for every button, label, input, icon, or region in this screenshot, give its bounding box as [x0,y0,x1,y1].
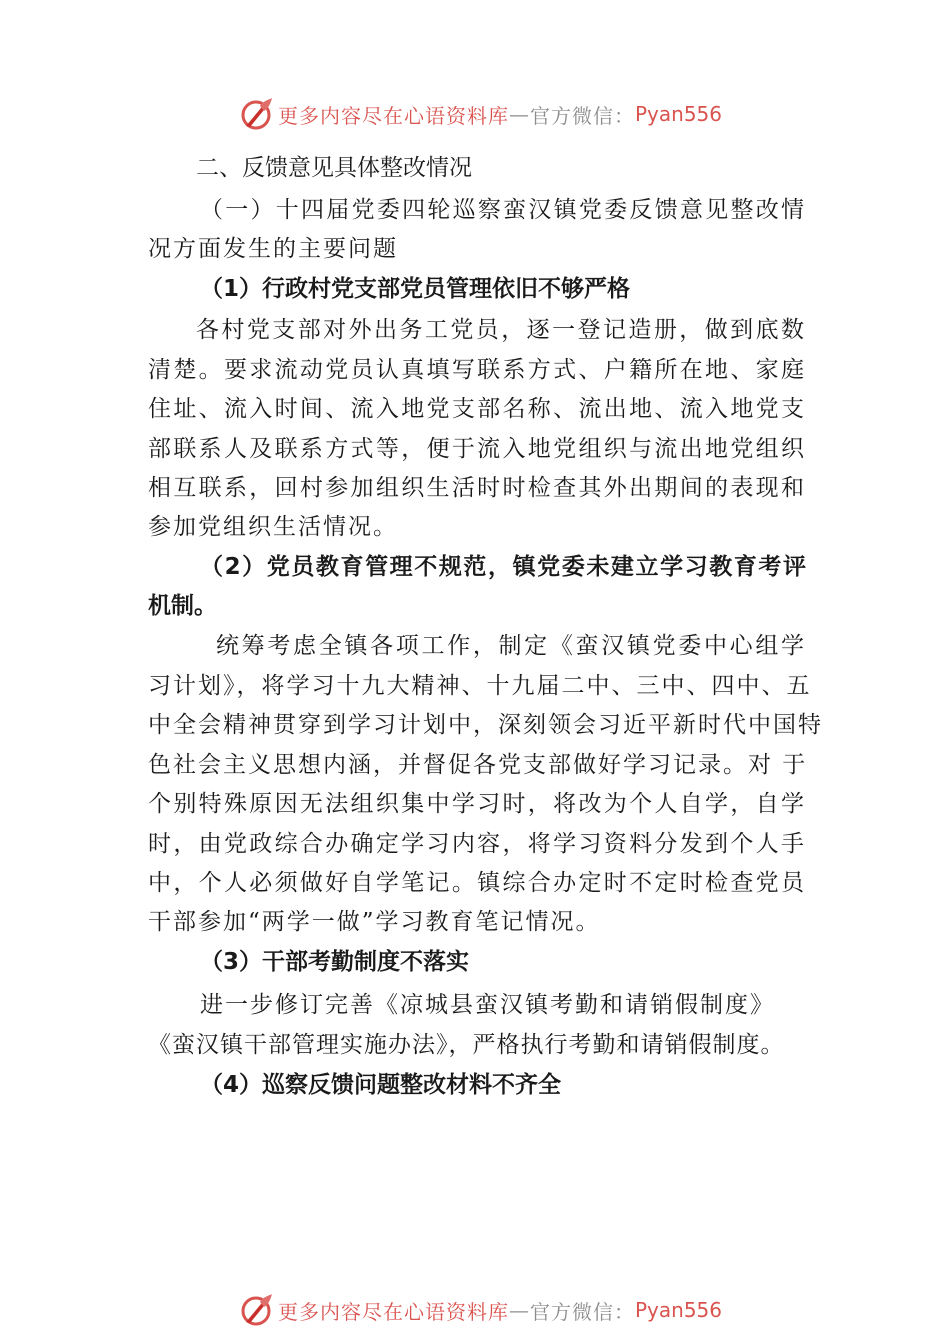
banner-brand: 更多内容尽在心语资料库 [278,1299,509,1324]
item-2-body-line: 统筹考虑全镇各项工作，制定《蛮汉镇党委中心组学 [216,633,806,659]
item-3-body-line: 进一步修订完善《凉城县蛮汉镇考勤和请销假制度》 [200,992,775,1018]
item-1-body-line: 相互联系，回村参加组织生活时时检查其外出期间的表现和 [148,475,806,501]
banner-wechat-id: Pyan556 [635,102,723,126]
item-1-body-line: 清楚。要求流动党员认真填写联系方式、户籍所在地、家庭 [148,357,806,383]
item-2-title-line1: （2）党员教育管理不规范，镇党委未建立学习教育考评 [200,554,806,580]
item-1-body-line: 住址、流入时间、流入地党支部名称、流出地、流入地党支 [148,396,806,422]
item-1-body-line: 参加党组织生活情况。 [148,514,398,540]
banner-separator: — [509,102,530,126]
section-title: 二、反馈意见具体整改情况 [196,155,472,181]
banner-separator: — [509,1298,530,1322]
item-2-body-line: 个别特殊原因无法组织集中学习时，将改为个人自学，自学 [148,791,806,817]
subsection-title-line1: （一）十四届党委四轮巡察蛮汉镇党委反馈意见整改情 [200,197,806,223]
item-1-title: （1）行政村党支部党员管理依旧不够严格 [200,276,631,302]
item-2-body-line: 时，由党政综合办确定学习内容，将学习资料分发到个人手 [148,831,806,857]
item-2-body-line: 中，个人必须做好自学笔记。镇综合办定时不定时检查党员 [148,870,806,896]
item-1-body-line: 部联系人及联系方式等，便于流入地党组织与流出地党组织 [148,436,806,462]
item-2-body-line: 中全会精神贯穿到学习计划中，深刻领会习近平新时代中国特 [148,712,823,738]
item-2-body-line: 习计划》，将学习十九大精神、十九届二中、三中、四中、五 [148,673,812,699]
banner-brand: 更多内容尽在心语资料库 [278,103,509,128]
footer-watermark [238,1292,722,1328]
header-watermark [238,96,722,132]
item-1-body-line: 各村党支部对外出务工党员，逐一登记造册，做到底数 [196,317,806,343]
quill-logo-icon [238,96,274,132]
item-2-body-line: 干部参加“两学一做”学习教育笔记情况。 [148,909,601,935]
banner-wechat-id: Pyan556 [635,1298,723,1322]
subsection-title-line2: 况方面发生的主要问题 [148,236,398,262]
banner-wechat-label: 官方微信： [530,103,635,128]
item-2-body-line: 色社会主义思想内涵，并督促各党支部做好学习记录。对 于 [148,752,808,778]
quill-logo-icon [238,1292,274,1328]
item-3-body-line: 《蛮汉镇干部管理实施办法》，严格执行考勤和请销假制度。 [148,1032,785,1058]
item-2-title-line2: 机制。 [148,593,217,619]
item-4-title: （4）巡察反馈问题整改材料不齐全 [200,1072,562,1098]
item-3-title: （3）干部考勤制度不落实 [200,949,470,975]
banner-wechat-label: 官方微信： [530,1299,635,1324]
